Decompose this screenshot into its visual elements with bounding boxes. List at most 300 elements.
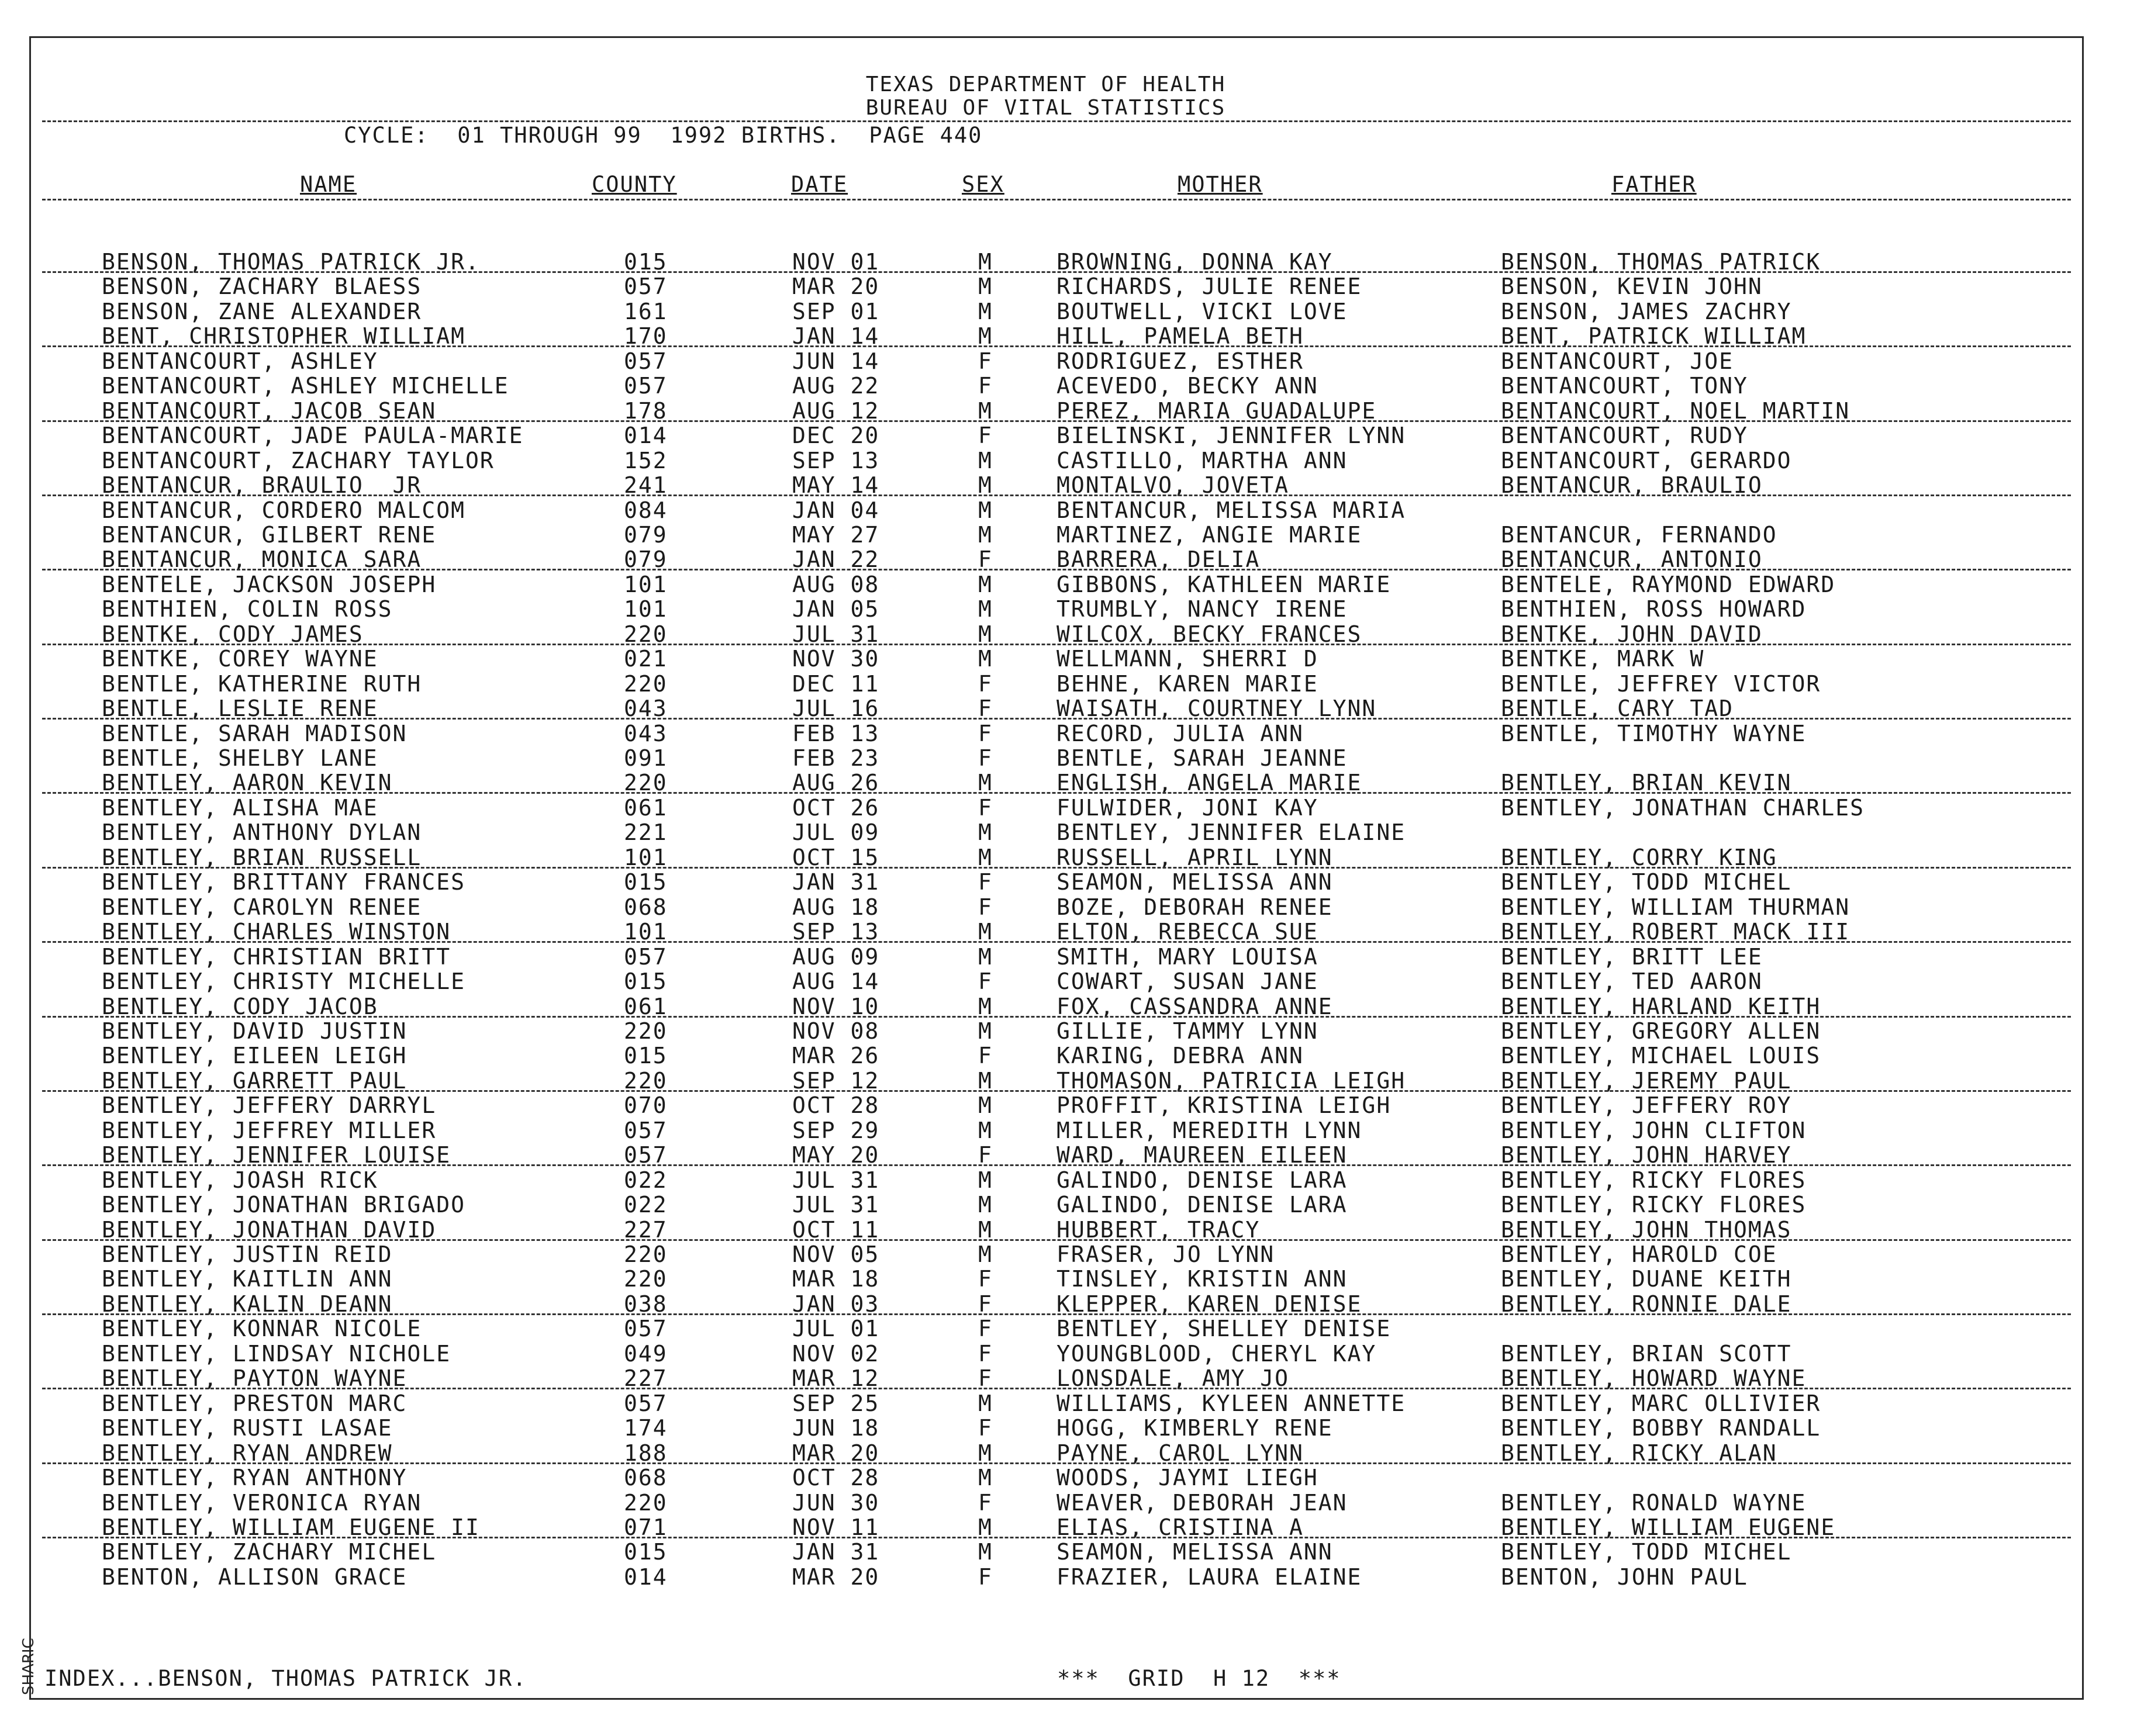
cell-sex: M bbox=[978, 472, 993, 499]
cell-county: 057 bbox=[624, 274, 668, 300]
cell-date: JAN 14 bbox=[792, 323, 880, 350]
table-row bbox=[0, 721, 2144, 745]
cell-county: 015 bbox=[624, 1539, 668, 1565]
cell-mother: YOUNGBLOOD, CHERYL KAY bbox=[1057, 1340, 1377, 1367]
cell-father: BENTLEY, HAROLD COE bbox=[1501, 1242, 1777, 1267]
cell-county: 227 bbox=[624, 1216, 668, 1243]
cell-name: BENTLEY, KALIN DEANN bbox=[102, 1291, 393, 1317]
cell-sex: F bbox=[978, 720, 993, 746]
cell-name: BENTLEY, CODY JACOB bbox=[102, 993, 378, 1019]
cell-county: 049 bbox=[624, 1340, 668, 1367]
cell-county: 068 bbox=[624, 894, 668, 920]
header-rule-top bbox=[42, 120, 2071, 122]
cell-father: BENTLEY, RICKY FLORES bbox=[1501, 1167, 1807, 1193]
cell-sex: F bbox=[978, 1415, 993, 1441]
cell-sex: F bbox=[978, 373, 993, 399]
cell-mother: MILLER, MEREDITH LYNN bbox=[1057, 1117, 1362, 1143]
cell-sex: M bbox=[978, 1067, 993, 1094]
cell-father: BENTANCOURT, NOEL MARTIN bbox=[1501, 397, 1850, 424]
cell-mother: WELLMANN, SHERRI D bbox=[1057, 646, 1318, 672]
cell-county: 101 bbox=[624, 596, 668, 623]
table-row bbox=[0, 869, 2144, 894]
cell-mother: FRASER, JO LYNN bbox=[1057, 1242, 1275, 1267]
cell-date: NOV 10 bbox=[792, 993, 880, 1019]
cell-county: 014 bbox=[624, 1564, 668, 1590]
cell-sex: M bbox=[978, 993, 993, 1019]
cell-county: 057 bbox=[624, 1390, 668, 1416]
cell-date: MAR 12 bbox=[792, 1365, 880, 1392]
cell-father: BENTLEY, MICHAEL LOUIS bbox=[1501, 1043, 1821, 1069]
table-row bbox=[0, 845, 2144, 869]
cell-mother: BOUTWELL, VICKI LOVE bbox=[1057, 298, 1348, 324]
column-header-mother: MOTHER bbox=[1178, 172, 1263, 197]
cell-name: BENTLEY, JUSTIN REID bbox=[102, 1242, 393, 1267]
cell-sex: M bbox=[978, 646, 993, 672]
cell-mother: WILCOX, BECKY FRANCES bbox=[1057, 621, 1362, 647]
cell-date: DEC 20 bbox=[792, 423, 880, 449]
cell-father: BENTLEY, BRITT LEE bbox=[1501, 943, 1763, 970]
cell-name: BENTLEY, PRESTON MARC bbox=[102, 1390, 408, 1416]
grid-footer: *** GRID H 12 *** bbox=[1057, 1666, 1341, 1691]
cell-county: 022 bbox=[624, 1192, 668, 1218]
cell-sex: F bbox=[978, 969, 993, 995]
table-row bbox=[0, 919, 2144, 943]
table-row bbox=[0, 1465, 2144, 1489]
cell-date: AUG 22 bbox=[792, 373, 880, 399]
cell-name: BENTLEY, CAROLYN RENEE bbox=[102, 894, 422, 920]
table-row bbox=[0, 1266, 2144, 1291]
table-row bbox=[0, 1217, 2144, 1242]
cell-father: BENTLEY, DUANE KEITH bbox=[1501, 1266, 1792, 1292]
side-stamp-text: SHARIC bbox=[20, 1638, 37, 1695]
table-row bbox=[0, 1167, 2144, 1192]
cell-date: OCT 26 bbox=[792, 794, 880, 821]
cell-father: BENTLEY, JOHN HARVEY bbox=[1501, 1142, 1792, 1168]
table-row bbox=[0, 596, 2144, 621]
cell-date: AUG 08 bbox=[792, 571, 880, 597]
cell-father: BENTLEY, HOWARD WAYNE bbox=[1501, 1365, 1807, 1392]
table-row bbox=[0, 1142, 2144, 1167]
cell-date: JUN 14 bbox=[792, 348, 880, 374]
cell-father: BENTLEY, BOBBY RANDALL bbox=[1501, 1415, 1821, 1441]
table-row bbox=[0, 398, 2144, 423]
cell-county: 079 bbox=[624, 547, 668, 573]
cell-county: 015 bbox=[624, 1043, 668, 1069]
cell-name: BENTLEY, JONATHAN DAVID bbox=[102, 1216, 437, 1243]
cell-father: BENTANCOURT, GERARDO bbox=[1501, 447, 1792, 473]
cell-mother: FULWIDER, JONI KAY bbox=[1057, 794, 1318, 821]
cell-name: BENTLEY, AARON KEVIN bbox=[102, 770, 393, 796]
cell-sex: M bbox=[978, 1216, 993, 1243]
cell-date: AUG 14 bbox=[792, 969, 880, 995]
cell-sex: M bbox=[978, 770, 993, 796]
cell-sex: M bbox=[978, 1465, 993, 1491]
cell-date: FEB 23 bbox=[792, 745, 880, 771]
cell-name: BENTANCOURT, ASHLEY MICHELLE bbox=[102, 373, 509, 399]
cell-name: BENTANCUR, MONICA SARA bbox=[102, 547, 422, 573]
cell-name: BENTLEY, ANTHONY DYLAN bbox=[102, 819, 422, 846]
cell-mother: PEREZ, MARIA GUADALUPE bbox=[1057, 397, 1377, 424]
table-row bbox=[0, 1316, 2144, 1340]
table-row bbox=[0, 1291, 2144, 1316]
cell-sex: M bbox=[978, 1092, 993, 1119]
table-row bbox=[0, 348, 2144, 373]
cell-mother: KLEPPER, KAREN DENISE bbox=[1057, 1291, 1362, 1317]
cell-name: BENTLEY, BRIAN RUSSELL bbox=[102, 844, 422, 870]
cell-name: BENTLEY, RUSTI LASAE bbox=[102, 1415, 393, 1441]
cell-sex: M bbox=[978, 521, 993, 548]
cell-name: BENTLE, SHELBY LANE bbox=[102, 745, 378, 771]
cell-mother: BENTANCUR, MELISSA MARIA bbox=[1057, 497, 1406, 523]
cell-name: BENTLEY, RYAN ANTHONY bbox=[102, 1465, 408, 1491]
cell-county: 014 bbox=[624, 423, 668, 449]
cell-county: 161 bbox=[624, 298, 668, 324]
table-row bbox=[0, 745, 2144, 770]
cell-mother: ENGLISH, ANGELA MARIE bbox=[1057, 770, 1362, 796]
cell-father: BENTLEY, CORRY KING bbox=[1501, 844, 1777, 870]
cell-mother: ELTON, REBECCA SUE bbox=[1057, 919, 1318, 945]
cell-date: NOV 01 bbox=[792, 249, 880, 275]
table-row bbox=[0, 1391, 2144, 1415]
cell-county: 170 bbox=[624, 323, 668, 350]
cell-date: JAN 04 bbox=[792, 497, 880, 523]
column-header-name: NAME bbox=[300, 172, 357, 197]
cell-county: 178 bbox=[624, 397, 668, 424]
cell-sex: F bbox=[978, 745, 993, 771]
table-row bbox=[0, 969, 2144, 993]
table-row bbox=[0, 497, 2144, 522]
cell-sex: F bbox=[978, 670, 993, 697]
cell-mother: MARTINEZ, ANGIE MARIE bbox=[1057, 521, 1362, 548]
cell-sex: M bbox=[978, 819, 993, 846]
cell-father: BENTLEY, RONNIE DALE bbox=[1501, 1291, 1792, 1317]
cell-county: 061 bbox=[624, 993, 668, 1019]
table-row bbox=[0, 696, 2144, 720]
table-row bbox=[0, 1068, 2144, 1092]
cell-date: JAN 31 bbox=[792, 1539, 880, 1565]
cell-county: 101 bbox=[624, 571, 668, 597]
cell-father: BENTLE, JEFFREY VICTOR bbox=[1501, 670, 1821, 697]
cell-name: BENTKE, COREY WAYNE bbox=[102, 646, 378, 672]
table-row bbox=[0, 1018, 2144, 1043]
cell-date: DEC 11 bbox=[792, 670, 880, 697]
cell-date: SEP 12 bbox=[792, 1067, 880, 1094]
cell-sex: M bbox=[978, 943, 993, 970]
cell-sex: M bbox=[978, 1390, 993, 1416]
cell-father: BENTHIEN, ROSS HOWARD bbox=[1501, 596, 1807, 623]
cell-county: 101 bbox=[624, 919, 668, 945]
cell-father: BENSON, KEVIN JOHN bbox=[1501, 274, 1763, 300]
cell-county: 220 bbox=[624, 1489, 668, 1516]
cell-sex: M bbox=[978, 1018, 993, 1044]
cell-father: BENTANCUR, BRAULIO bbox=[1501, 472, 1763, 499]
cell-mother: SMITH, MARY LOUISA bbox=[1057, 943, 1318, 970]
cell-mother: LONSDALE, AMY JO bbox=[1057, 1365, 1290, 1392]
cell-sex: M bbox=[978, 1514, 993, 1540]
cell-name: BENTLEY, JENNIFER LOUISE bbox=[102, 1142, 451, 1168]
cell-date: JUL 31 bbox=[792, 1192, 880, 1218]
cell-date: NOV 30 bbox=[792, 646, 880, 672]
cell-sex: F bbox=[978, 1142, 993, 1168]
cell-name: BENSON, ZANE ALEXANDER bbox=[102, 298, 422, 324]
column-header-sex: SEX bbox=[962, 172, 1004, 197]
cell-date: MAY 14 bbox=[792, 472, 880, 499]
cell-mother: TINSLEY, KRISTIN ANN bbox=[1057, 1266, 1348, 1292]
cell-sex: M bbox=[978, 497, 993, 523]
cell-mother: GALINDO, DENISE LARA bbox=[1057, 1167, 1348, 1193]
cell-name: BENTLEY, RYAN ANDREW bbox=[102, 1440, 393, 1466]
cell-date: OCT 11 bbox=[792, 1216, 880, 1243]
cell-name: BENTLEY, VERONICA RYAN bbox=[102, 1489, 422, 1516]
cell-name: BENTLEY, GARRETT PAUL bbox=[102, 1067, 408, 1094]
cell-county: 152 bbox=[624, 447, 668, 473]
cell-county: 057 bbox=[624, 348, 668, 374]
cell-name: BENTLEY, CHARLES WINSTON bbox=[102, 919, 451, 945]
cell-father: BENTLEY, JEREMY PAUL bbox=[1501, 1067, 1792, 1094]
cell-name: BENTANCUR, GILBERT RENE bbox=[102, 521, 437, 548]
cell-date: SEP 13 bbox=[792, 919, 880, 945]
cell-date: JUL 31 bbox=[792, 1167, 880, 1193]
cell-date: MAR 20 bbox=[792, 274, 880, 300]
cell-mother: GALINDO, DENISE LARA bbox=[1057, 1192, 1348, 1218]
cell-father: BENTLEY, RONALD WAYNE bbox=[1501, 1489, 1807, 1516]
cell-mother: WEAVER, DEBORAH JEAN bbox=[1057, 1489, 1348, 1516]
cell-father: BENTLEY, BRIAN KEVIN bbox=[1501, 770, 1792, 796]
cell-date: MAR 20 bbox=[792, 1440, 880, 1466]
table-row bbox=[0, 770, 2144, 794]
cell-mother: PROFFIT, KRISTINA LEIGH bbox=[1057, 1092, 1392, 1119]
cell-name: BENTLEY, BRITTANY FRANCES bbox=[102, 869, 465, 895]
cell-name: BENTLE, LESLIE RENE bbox=[102, 696, 378, 722]
cell-county: 084 bbox=[624, 497, 668, 523]
cell-sex: F bbox=[978, 348, 993, 374]
cell-date: AUG 12 bbox=[792, 397, 880, 424]
cell-mother: BIELINSKI, JENNIFER LYNN bbox=[1057, 423, 1406, 449]
cell-date: JAN 03 bbox=[792, 1291, 880, 1317]
cell-county: 188 bbox=[624, 1440, 668, 1466]
cell-name: BENTLEY, LINDSAY NICHOLE bbox=[102, 1340, 451, 1367]
cell-mother: BROWNING, DONNA KAY bbox=[1057, 249, 1333, 275]
cell-mother: ELIAS, CRISTINA A bbox=[1057, 1514, 1304, 1540]
cell-sex: M bbox=[978, 323, 993, 350]
table-row bbox=[0, 1242, 2144, 1266]
cell-date: JAN 05 bbox=[792, 596, 880, 623]
cell-county: 221 bbox=[624, 819, 668, 846]
cell-mother: HUBBERT, TRACY bbox=[1057, 1216, 1261, 1243]
cell-father: BENTLE, CARY TAD bbox=[1501, 696, 1734, 722]
cell-father: BENTLEY, TODD MICHEL bbox=[1501, 869, 1792, 895]
cell-mother: BOZE, DEBORAH RENEE bbox=[1057, 894, 1333, 920]
cell-county: 091 bbox=[624, 745, 668, 771]
cell-mother: RECORD, JULIA ANN bbox=[1057, 720, 1304, 746]
cell-date: JUN 18 bbox=[792, 1415, 880, 1441]
cell-sex: F bbox=[978, 1266, 993, 1292]
cell-name: BENT, CHRISTOPHER WILLIAM bbox=[102, 323, 465, 350]
table-row bbox=[0, 1440, 2144, 1465]
cell-name: BENSON, ZACHARY BLAESS bbox=[102, 274, 422, 300]
cell-sex: M bbox=[978, 274, 993, 300]
cell-mother: GILLIE, TAMMY LYNN bbox=[1057, 1018, 1318, 1044]
table-row bbox=[0, 522, 2144, 547]
table-row bbox=[0, 1092, 2144, 1117]
cell-name: BENTON, ALLISON GRACE bbox=[102, 1564, 408, 1590]
cell-father: BENTLEY, JOHN CLIFTON bbox=[1501, 1117, 1807, 1143]
index-footer: INDEX...BENSON, THOMAS PATRICK JR. bbox=[44, 1666, 527, 1691]
cell-sex: F bbox=[978, 1291, 993, 1317]
cell-name: BENTLEY, ZACHARY MICHEL bbox=[102, 1539, 437, 1565]
cell-county: 071 bbox=[624, 1514, 668, 1540]
cell-mother: HILL, PAMELA BETH bbox=[1057, 323, 1304, 350]
cell-mother: WILLIAMS, KYLEEN ANNETTE bbox=[1057, 1390, 1406, 1416]
cell-father: BENTLEY, RICKY ALAN bbox=[1501, 1440, 1777, 1466]
cell-name: BENTLEY, JEFFREY MILLER bbox=[102, 1117, 437, 1143]
cell-sex: F bbox=[978, 1340, 993, 1367]
cell-name: BENTKE, CODY JAMES bbox=[102, 621, 364, 647]
cell-father: BENTLEY, JONATHAN CHARLES bbox=[1501, 794, 1865, 821]
cell-sex: M bbox=[978, 447, 993, 473]
cell-sex: F bbox=[978, 547, 993, 573]
cell-county: 174 bbox=[624, 1415, 668, 1441]
cell-mother: FOX, CASSANDRA ANNE bbox=[1057, 993, 1333, 1019]
cell-father: BENSON, JAMES ZACHRY bbox=[1501, 298, 1792, 324]
cell-sex: M bbox=[978, 844, 993, 870]
cell-county: 015 bbox=[624, 869, 668, 895]
cell-date: JAN 31 bbox=[792, 869, 880, 895]
cell-mother: BENTLE, SARAH JEANNE bbox=[1057, 745, 1348, 771]
cell-name: BENTLEY, EILEEN LEIGH bbox=[102, 1043, 408, 1069]
cell-mother: BENTLEY, SHELLEY DENISE bbox=[1057, 1316, 1392, 1342]
table-row bbox=[0, 1192, 2144, 1216]
cell-mother: HOGG, KIMBERLY RENE bbox=[1057, 1415, 1333, 1441]
cycle-line: CYCLE: 01 THROUGH 99 1992 BIRTHS. PAGE 440 bbox=[344, 123, 983, 148]
table-row bbox=[0, 646, 2144, 670]
cell-sex: M bbox=[978, 249, 993, 275]
cell-sex: M bbox=[978, 596, 993, 623]
cell-father: BENTLEY, BRIAN SCOTT bbox=[1501, 1340, 1792, 1367]
table-row bbox=[0, 1415, 2144, 1440]
cell-county: 220 bbox=[624, 1266, 668, 1292]
cell-name: BENTELE, JACKSON JOSEPH bbox=[102, 571, 437, 597]
cell-mother: SEAMON, MELISSA ANN bbox=[1057, 869, 1333, 895]
table-row bbox=[0, 621, 2144, 646]
cell-name: BENTANCOURT, JADE PAULA-MARIE bbox=[102, 423, 524, 449]
side-stamp bbox=[2, 1631, 37, 1701]
cell-county: 220 bbox=[624, 670, 668, 697]
cell-mother: THOMASON, PATRICIA LEIGH bbox=[1057, 1067, 1406, 1094]
cell-sex: F bbox=[978, 696, 993, 722]
cell-sex: F bbox=[978, 894, 993, 920]
table-row bbox=[0, 894, 2144, 919]
column-header-date: DATE bbox=[791, 172, 848, 197]
column-header-father: FATHER bbox=[1611, 172, 1697, 197]
agency-title: TEXAS DEPARTMENT OF HEALTH bbox=[865, 72, 1226, 96]
cell-date: OCT 28 bbox=[792, 1465, 880, 1491]
cell-name: BENTANCOURT, JACOB SEAN bbox=[102, 397, 437, 424]
cell-father: BENTLEY, JOHN THOMAS bbox=[1501, 1216, 1792, 1243]
cell-sex: M bbox=[978, 298, 993, 324]
cell-sex: F bbox=[978, 1365, 993, 1392]
cell-name: BENTLEY, CHRISTIAN BRITT bbox=[102, 943, 451, 970]
cell-date: AUG 26 bbox=[792, 770, 880, 796]
cell-name: BENTLEY, ALISHA MAE bbox=[102, 794, 378, 821]
cell-name: BENTLE, SARAH MADISON bbox=[102, 720, 408, 746]
cell-county: 220 bbox=[624, 1242, 668, 1267]
cell-county: 057 bbox=[624, 373, 668, 399]
cell-county: 061 bbox=[624, 794, 668, 821]
cell-date: JUN 30 bbox=[792, 1489, 880, 1516]
cell-mother: TRUMBLY, NANCY IRENE bbox=[1057, 596, 1348, 623]
cell-father: BENTLE, TIMOTHY WAYNE bbox=[1501, 720, 1807, 746]
table-row bbox=[0, 373, 2144, 397]
table-row bbox=[0, 1564, 2144, 1589]
cell-father: BENTLEY, HARLAND KEITH bbox=[1501, 993, 1821, 1019]
cell-mother: KARING, DEBRA ANN bbox=[1057, 1043, 1304, 1069]
cell-father: BENTLEY, WILLIAM EUGENE bbox=[1501, 1514, 1836, 1540]
cell-mother: RODRIGUEZ, ESTHER bbox=[1057, 348, 1304, 374]
cell-county: 220 bbox=[624, 1018, 668, 1044]
table-row bbox=[0, 472, 2144, 497]
cell-county: 220 bbox=[624, 1067, 668, 1094]
table-row bbox=[0, 944, 2144, 969]
cell-mother: BENTLEY, JENNIFER ELAINE bbox=[1057, 819, 1406, 846]
cell-sex: M bbox=[978, 919, 993, 945]
cell-county: 022 bbox=[624, 1167, 668, 1193]
table-row bbox=[0, 1365, 2144, 1390]
cell-mother: COWART, SUSAN JANE bbox=[1057, 969, 1318, 995]
cell-name: BENTLEY, JOASH RICK bbox=[102, 1167, 378, 1193]
cell-mother: RUSSELL, APRIL LYNN bbox=[1057, 844, 1333, 870]
cell-date: MAR 26 bbox=[792, 1043, 880, 1069]
cell-father: BENTANCUR, FERNANDO bbox=[1501, 521, 1777, 548]
cell-father: BENTANCOURT, JOE bbox=[1501, 348, 1734, 374]
cell-father: BENTANCUR, ANTONIO bbox=[1501, 547, 1763, 573]
cell-date: MAR 18 bbox=[792, 1266, 880, 1292]
cell-father: BENTLEY, WILLIAM THURMAN bbox=[1501, 894, 1850, 920]
cell-father: BENTLEY, ROBERT MACK III bbox=[1501, 919, 1850, 945]
cell-date: JUL 16 bbox=[792, 696, 880, 722]
cell-father: BENTLEY, TODD MICHEL bbox=[1501, 1539, 1792, 1565]
cell-name: BENTLEY, KONNAR NICOLE bbox=[102, 1316, 422, 1342]
cell-sex: F bbox=[978, 794, 993, 821]
cell-mother: MONTALVO, JOVETA bbox=[1057, 472, 1290, 499]
table-row bbox=[0, 1539, 2144, 1564]
cell-county: 241 bbox=[624, 472, 668, 499]
cell-date: JAN 22 bbox=[792, 547, 880, 573]
cell-father: BENTELE, RAYMOND EDWARD bbox=[1501, 571, 1836, 597]
table-row bbox=[0, 1514, 2144, 1539]
cell-name: BENTLEY, CHRISTY MICHELLE bbox=[102, 969, 465, 995]
cell-sex: M bbox=[978, 397, 993, 424]
cell-county: 070 bbox=[624, 1092, 668, 1119]
cell-name: BENTLEY, JEFFERY DARRYL bbox=[102, 1092, 437, 1119]
cell-father: BENTON, JOHN PAUL bbox=[1501, 1564, 1748, 1590]
cell-father: BENTKE, MARK W bbox=[1501, 646, 1705, 672]
cell-father: BENTLEY, JEFFERY ROY bbox=[1501, 1092, 1792, 1119]
table-row bbox=[0, 448, 2144, 472]
cell-name: BENTANCUR, CORDERO MALCOM bbox=[102, 497, 465, 523]
cell-sex: F bbox=[978, 1043, 993, 1069]
table-row bbox=[0, 423, 2144, 447]
cell-county: 227 bbox=[624, 1365, 668, 1392]
cell-sex: M bbox=[978, 621, 993, 647]
cell-date: SEP 13 bbox=[792, 447, 880, 473]
cell-date: MAY 27 bbox=[792, 521, 880, 548]
cell-name: BENTANCUR, BRAULIO JR bbox=[102, 472, 422, 499]
cell-sex: F bbox=[978, 1564, 993, 1590]
table-row bbox=[0, 819, 2144, 844]
cell-father: BENT, PATRICK WILLIAM bbox=[1501, 323, 1807, 350]
cell-mother: RICHARDS, JULIE RENEE bbox=[1057, 274, 1362, 300]
